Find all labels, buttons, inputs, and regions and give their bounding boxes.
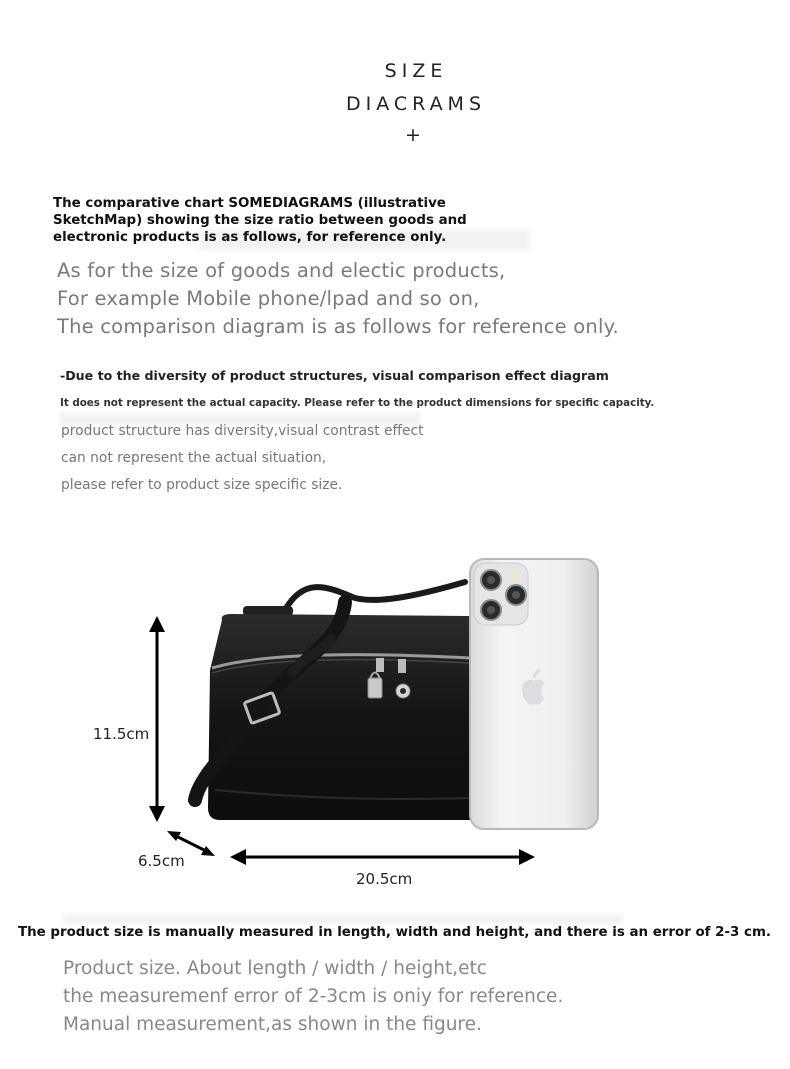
ghost-band-3 [63, 914, 623, 924]
intro-line-1: As for the size of goods and electic products, [57, 259, 506, 282]
lock-charm [368, 678, 382, 698]
disclaimer-title: -Due to the diversity of product structures, visual comparison effect diagram [60, 368, 609, 383]
disclaimer-line-3: please refer to product size specific size. [61, 477, 343, 493]
page-title-line2: DIACRAMS [345, 93, 487, 115]
plus-icon: + [405, 124, 421, 146]
depth-label: 6.5cm [138, 852, 185, 870]
footer-line-3: Manual measurement,as shown in the figure. [63, 1014, 482, 1035]
length-label: 20.5cm [356, 870, 413, 888]
intro-line-3: The comparison diagram is as follows for reference only. [57, 315, 619, 338]
intro-line-2: For example Mobile phone/lpad and so on, [57, 287, 480, 310]
error-note: The product size is manually measured in length, width and height, and there is an error of 2-3 cm. [18, 925, 772, 940]
disclaimer-subtitle: It does not represent the actual capacity. Please refer to the product dimensions for specific capacity. [60, 397, 655, 409]
bag-handle [285, 582, 465, 610]
disclaimer-line-2: can not represent the actual situation, [61, 450, 327, 466]
footer-line-1: Product size. About length / width / height,etc [63, 958, 487, 979]
footer-line-2: the measuremenf error of 2-3cm is oniy for reference. [63, 986, 564, 1007]
product-illustration [0, 540, 790, 900]
page-title-line1: SIZE [384, 60, 448, 82]
height-label: 11.5cm [93, 725, 150, 743]
intro-note: The comparative chart SOMEDIAGRAMS (illustrative SketchMap) showing the size ratio between goods and electronic products is as follows, for reference only. [53, 196, 467, 245]
disclaimer-line-1: product structure has diversity,visual contrast effect [61, 423, 424, 439]
